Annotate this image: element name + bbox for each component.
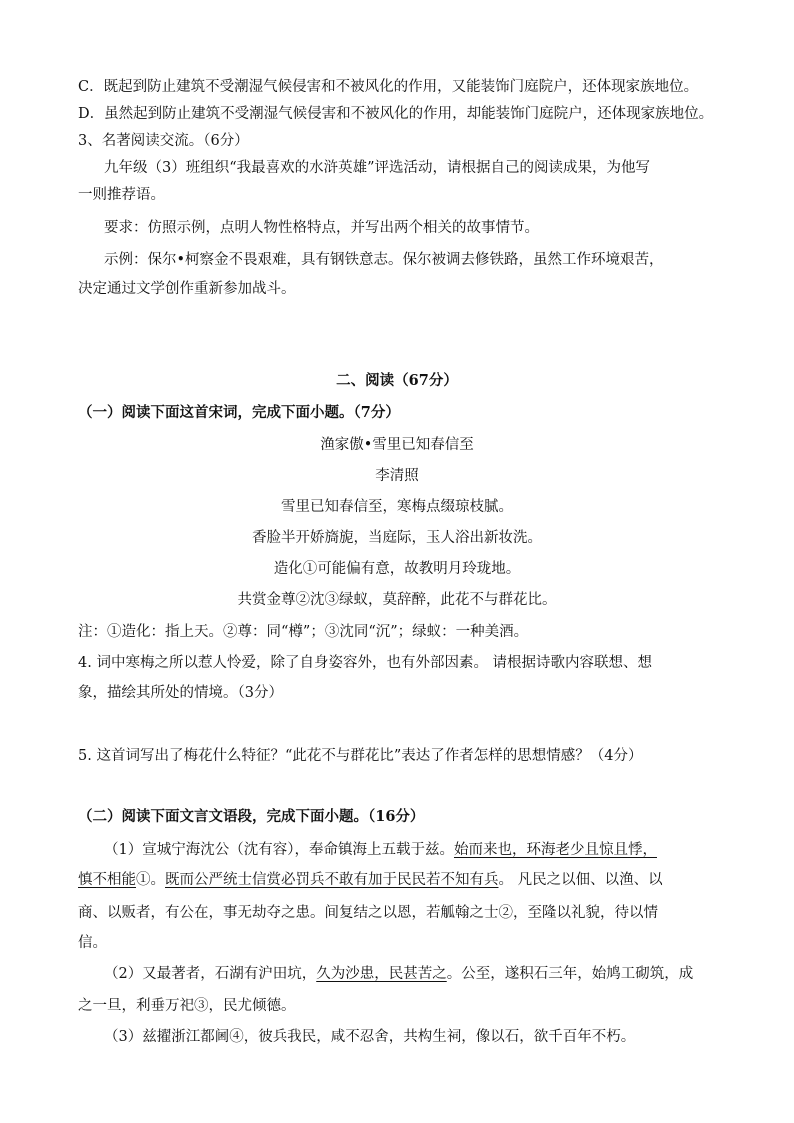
- underlined-sentence: 既而公严统士信赏必罚兵不敢有加于民民若不知有兵: [165, 872, 499, 888]
- passage-paragraph-3: （3）兹擢浙江都阃④，彼兵我民，咸不忍舍，共构生祠，像以石，欲千百年不朽。: [104, 1029, 636, 1045]
- part-2-title: （二）阅读下面文言文语段，完成下面小题。（16分）: [78, 808, 425, 825]
- poem-line: 共赏金尊②沈③绿蚁，莫辞醉，此花不与群花比。: [237, 592, 557, 608]
- poem-note: 注：①造化：指上天。②尊：同“樽”；③沈同“沉”；绿蚁：一种美酒。: [78, 624, 529, 640]
- question-4-line-1: 4. 词中寒梅之所以惹人怜爱，除了自身姿容外，也有外部因素。 请根据诗歌内容联想、想: [78, 655, 653, 671]
- question-3-example-line-2: 决定通过文学创作重新参加战斗。: [78, 281, 296, 297]
- question-3-prompt-line-2: 一则推荐语。: [78, 187, 165, 203]
- passage-paragraph-1-line-1: [104, 840, 657, 860]
- option-c: C．既起到防止建筑不受潮湿气候侵害和不被风化的作用，又能装饰门庭院户，还体现家族地位。: [78, 79, 699, 95]
- option-d: D．虽然起到防止建筑不受潮湿气候侵害和不被风化的作用，却能装饰门庭院户，还体现家族地位。: [78, 106, 714, 122]
- underlined-sentence: 始而来也，环海老少且惊且悸，: [453, 842, 657, 858]
- underlined-sentence: 慎不相能: [78, 872, 136, 888]
- passage-paragraph-2-line-1: [104, 964, 693, 984]
- poem-line: 香脸半开娇旖旎，当庭际，玉人浴出新妆洗。: [252, 530, 542, 546]
- question-4-line-2: 象，描绘其所处的情境。（3分）: [78, 685, 283, 701]
- question-3-requirement: 要求：仿照示例，点明人物性格特点，并写出两个相关的故事情节。: [104, 220, 539, 236]
- question-3-example-line-1: 示例：保尔•柯察金不畏艰难，具有钢铁意志。保尔被调去修铁路，虽然工作环境艰苦，: [104, 252, 664, 268]
- poem-title: 渔家傲•雪里已知春信至: [320, 437, 474, 453]
- passage-text: ①。: [136, 872, 165, 888]
- question-3-title: 3、名著阅读交流。（6分）: [78, 133, 249, 149]
- question-5: 5. 这首词写出了梅花什么特征？“此花不与群花比”表达了作者怎样的思想情感？（4分）: [78, 748, 643, 764]
- passage-paragraph-1-line-4: 信。: [78, 935, 107, 951]
- passage-paragraph-1-line-3: 商、以贩者，有公在，事无劫夺之患。间复结之以恩，若觚翰之士②，至隆以礼貌，待以情: [78, 905, 658, 921]
- underlined-sentence: 久为沙患，民甚苦之: [316, 966, 447, 982]
- passage-text: （2）又最著者，石湖有沪田坑，: [104, 966, 317, 982]
- poem-line: 雪里已知春信至，寒梅点缀琼枝腻。: [281, 499, 513, 515]
- passage-paragraph-2-line-2: 之一旦，利垂万祀③，民尤倾德。: [78, 998, 296, 1014]
- part-1-title: （一）阅读下面这首宋词，完成下面小题。（7分）: [78, 404, 400, 421]
- question-3-prompt-line-1: 九年级（3）班组织“我最喜欢的水浒英雄”评选活动，请根据自己的阅读成果，为他写: [104, 160, 651, 176]
- passage-text: 。 凡民之以佃、以渔、以: [498, 872, 663, 888]
- poem-line: 造化①可能偏有意，故教明月玲珑地。: [273, 561, 521, 577]
- passage-paragraph-1-line-2: [78, 870, 663, 890]
- section-heading: 二、阅读（67分）: [336, 372, 458, 389]
- passage-text: 。公至，遂积石三年，始鸠工砌筑，成: [446, 966, 694, 982]
- poem-author: 李清照: [375, 468, 419, 484]
- passage-text: （1）宣城宁海沈公（沈有容），奉命镇海上五载于兹。: [104, 842, 454, 858]
